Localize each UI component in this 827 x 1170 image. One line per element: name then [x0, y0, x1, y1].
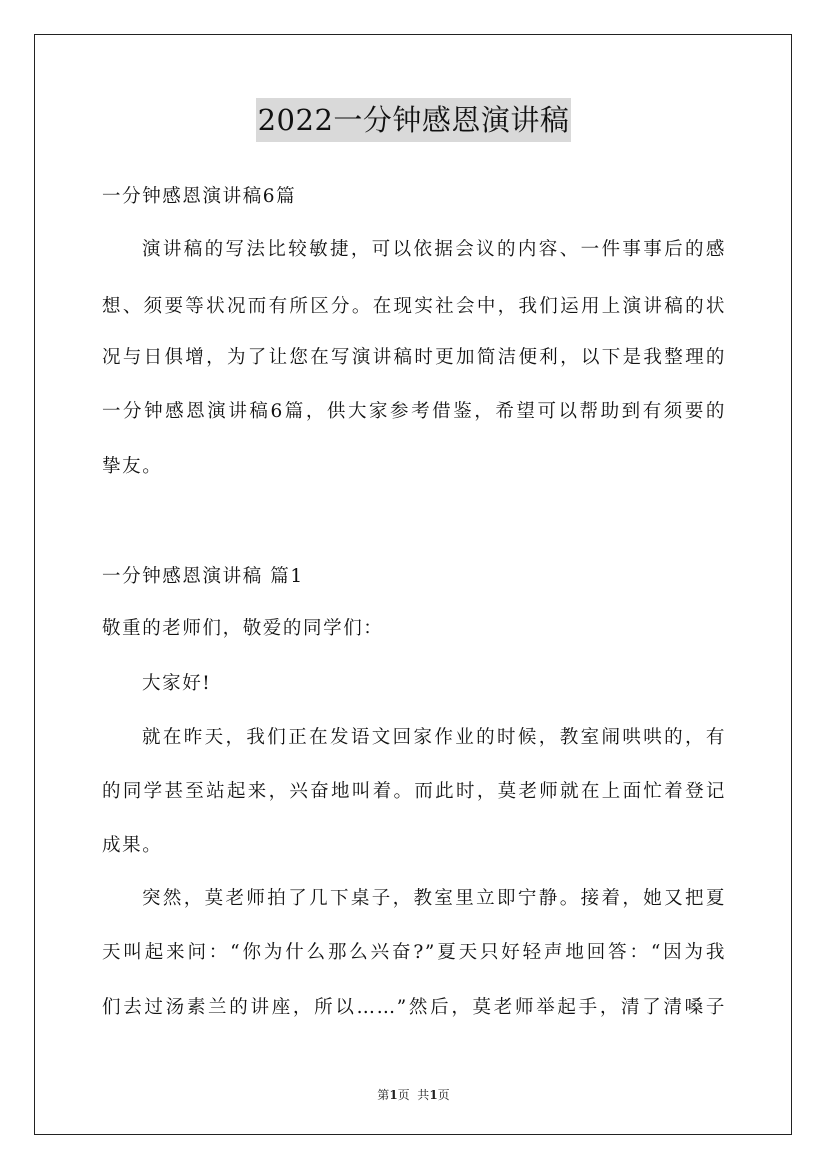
- paragraph1-line-1: 就在昨天，我们正在发语文回家作业的时候，教室闹哄哄的，有: [142, 727, 726, 748]
- intro-line-1: 演讲稿的写法比较敏捷，可以依据会议的内容、一件事事后的感: [142, 239, 726, 260]
- footer-page-number: 1: [389, 1088, 398, 1102]
- footer-page-mid: 页 共: [397, 1088, 430, 1102]
- paragraph2-line-1: 突然，莫老师拍了几下桌子，教室里立即宁静。接着，她又把夏: [142, 888, 726, 909]
- footer-page-suffix: 页: [437, 1088, 450, 1102]
- paragraph2-line-2: 天叫起来问：“你为什么那么兴奋?”夏天只好轻声地回答：“因为我: [102, 942, 726, 963]
- page-footer: [0, 1086, 827, 1103]
- footer-page-prefix: 第: [377, 1088, 390, 1102]
- intro-line-2: 想、须要等状况而有所区分。在现实社会中，我们运用上演讲稿的状: [102, 296, 726, 317]
- title-wrapper: [0, 98, 827, 142]
- document-title[interactable]: 2022一分钟感恩演讲稿: [256, 98, 572, 142]
- intro-line-4: 一分钟感恩演讲稿6篇，供大家参考借鉴，希望可以帮助到有须要的: [102, 401, 726, 422]
- footer-page-total: 1: [429, 1088, 438, 1102]
- paragraph2-line-3: 们去过汤素兰的讲座，所以……”然后，莫老师举起手，清了清嗓子: [102, 997, 726, 1018]
- section-heading: 一分钟感恩演讲稿 篇1: [102, 566, 304, 587]
- paragraph1-line-2: 的同学甚至站起来，兴奋地叫着。而此时，莫老师就在上面忙着登记: [102, 781, 726, 802]
- intro-line-3: 况与日俱增，为了让您在写演讲稿时更加简洁便利，以下是我整理的: [102, 347, 726, 368]
- salutation: 敬重的老师们，敬爱的同学们：: [102, 618, 384, 639]
- intro-line-5: 挚友。: [102, 456, 163, 477]
- greeting: 大家好!: [142, 673, 212, 694]
- document-subtitle: 一分钟感恩演讲稿6篇: [102, 186, 297, 207]
- paragraph1-line-3: 成果。: [102, 835, 163, 856]
